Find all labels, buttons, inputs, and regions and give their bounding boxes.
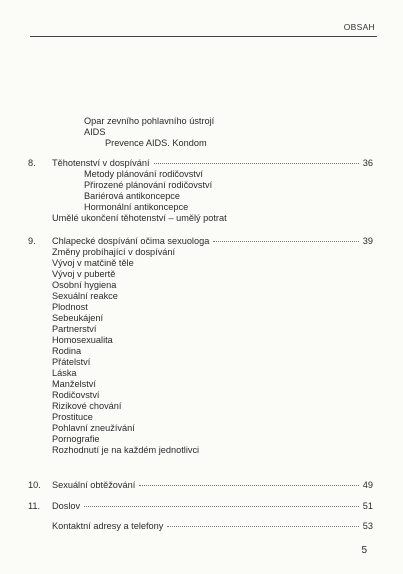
toc-subentry: Vývoj v matčině těle (52, 258, 134, 268)
page-number: 39 (362, 236, 373, 246)
page-number: 36 (362, 158, 373, 168)
toc-subentry: Umělé ukončení těhotenství – umělý potrat (52, 213, 227, 223)
toc-line: AIDS (84, 127, 106, 137)
toc-subentry: Bariérová antikoncepce (84, 191, 181, 201)
toc-subentry: Vývoj v pubertě (52, 269, 116, 279)
toc-subentry: Láska (52, 368, 77, 378)
toc-subentry: Prostituce (52, 412, 93, 422)
header-rule (30, 36, 377, 37)
page-number: 53 (362, 521, 373, 531)
dot-leader (213, 241, 358, 242)
toc-subentry: Metody plánování rodičovství (84, 169, 203, 179)
toc-subentry: Přirozené plánování rodičovství (84, 180, 213, 190)
folio-page-number: 5 (361, 545, 367, 556)
toc-subentry: Sexuální reakce (52, 291, 118, 301)
toc-subentry: Osobní hygiena (52, 280, 117, 290)
toc-subentry: Změny probíhající v dospívání (52, 247, 176, 257)
toc-entry-chapter-10[interactable] (28, 480, 373, 491)
dot-leader (139, 485, 359, 486)
chapter-number: 11. (28, 501, 41, 511)
toc-subentry: Homosexualita (52, 335, 113, 345)
chapter-title: Kontaktní adresy a telefony (52, 521, 164, 531)
chapter-title: Chlapecké dospívání očima sexuologa (52, 236, 210, 246)
chapter-title: Doslov (52, 501, 81, 511)
toc-line: Prevence AIDS. Kondom (105, 138, 207, 148)
chapter-title: Těhotenství v dospívání (52, 158, 150, 168)
dot-leader (167, 526, 358, 527)
toc-line: Opar zevního pohlavního ústrojí (84, 116, 215, 126)
toc-subentry: Sebeukájení (52, 313, 104, 323)
chapter-title: Sexuální obtěžování (52, 480, 136, 490)
running-header: OBSAH (343, 22, 375, 32)
toc-entry-chapter-9[interactable] (28, 236, 373, 247)
toc-subentry: Plodnost (52, 302, 88, 312)
toc-subentry: Hormonální antikoncepce (84, 202, 189, 212)
toc-subentry: Rodina (52, 346, 82, 356)
toc-subentry: Rodičovství (52, 390, 100, 400)
chapter-number: 10. (28, 480, 41, 490)
page-number: 49 (362, 480, 373, 490)
toc-subentry: Partnerství (52, 324, 97, 334)
toc-subentry: Pornografie (52, 434, 100, 444)
page-number: 51 (362, 501, 373, 511)
toc-subentry: Rizikové chování (52, 401, 122, 411)
toc-subentry: Přátelství (52, 357, 91, 367)
toc-subentry: Rozhodnutí je na každém jednotlivci (52, 445, 200, 455)
dot-leader (84, 506, 359, 507)
toc-subentry: Pohlavní zneužívání (52, 423, 135, 433)
chapter-number: 9. (28, 236, 36, 246)
toc-entry-chapter-11[interactable] (28, 501, 373, 512)
toc-entry-chapter-8[interactable] (28, 158, 373, 169)
dot-leader (154, 163, 359, 164)
chapter-number: 8. (28, 158, 36, 168)
toc-entry-contacts[interactable] (28, 521, 373, 532)
toc-subentry: Manželství (52, 379, 96, 389)
